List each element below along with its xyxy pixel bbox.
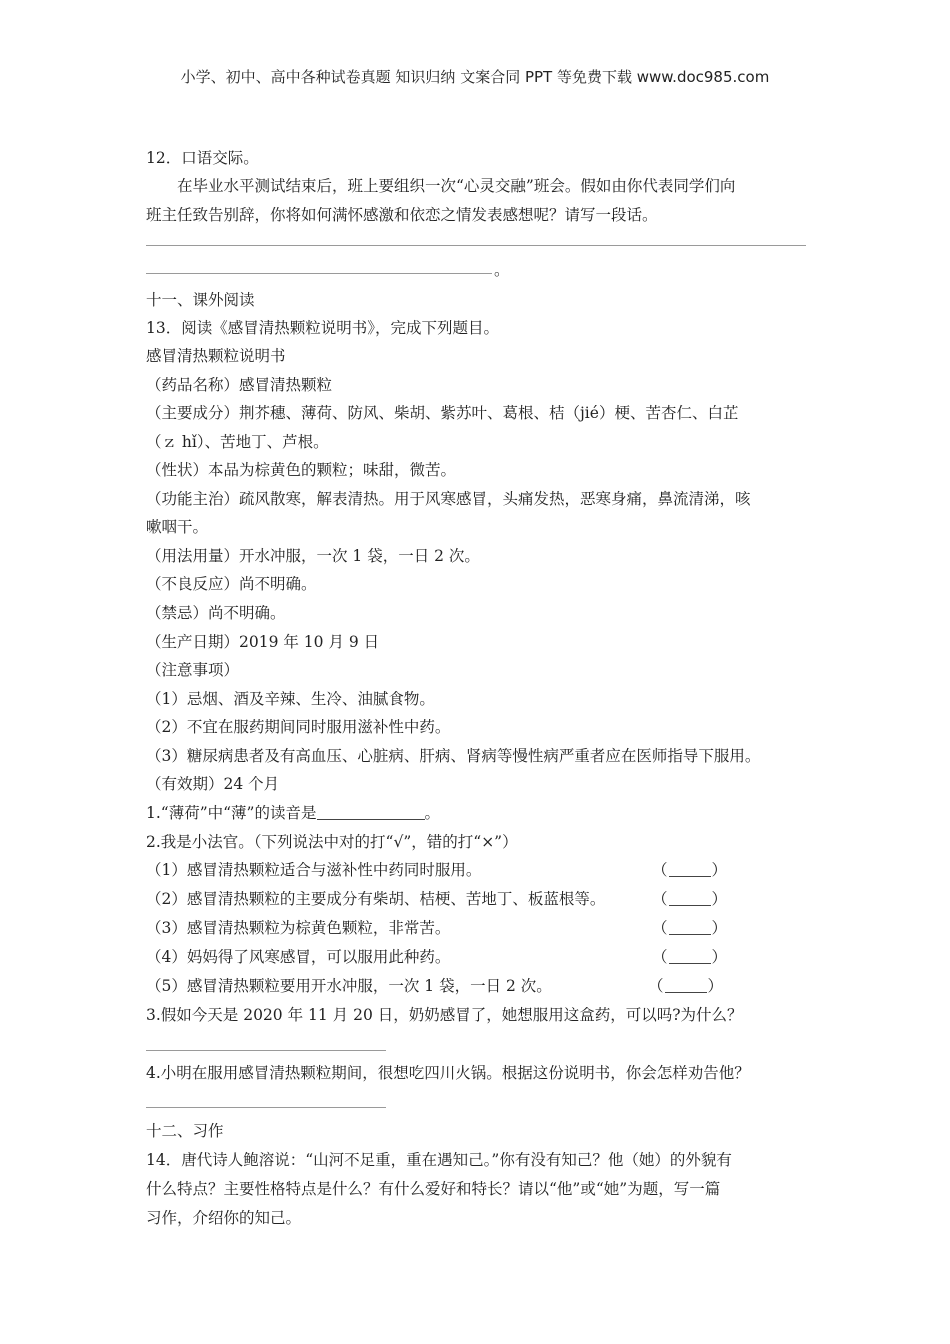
q13-sub4: 4.小明在服用感冒清热颗粒期间，很想吃四川火锅。根据这份说明书，你会怎样劝告他？ <box>146 1064 750 1082</box>
q12-title: 12．口语交际。 <box>146 149 259 167</box>
q13-sub2-title: 2.我是小法官。（下列说法中对的打“√”，错的打“×”） <box>146 833 518 851</box>
judge-answer-box[interactable]: （ ） <box>652 861 728 879</box>
leaflet-line: （生产日期）2019 年 10 月 9 日 <box>146 633 380 651</box>
q13-sub1-text: 1.“薄荷”中“薄”的读音是 <box>146 804 317 822</box>
leaflet-line: 嗽咽干。 <box>146 518 209 536</box>
q14-line: 14．唐代诗人鲍溶说：“山河不足重，重在遇知己。”你有没有知己？他（她）的外貌有 <box>146 1151 732 1169</box>
q13-sub3: 3.假如今天是 2020 年 11 月 20 日，奶奶感冒了，她想服用这盒药，可以吗?为什么？ <box>146 1006 743 1024</box>
judge-item: （3）感冒清热颗粒为棕黄色颗粒，非常苦。 <box>146 919 451 937</box>
section-11-title: 十一、课外阅读 <box>146 291 255 309</box>
page-header: 小学、初中、高中各种试卷真题 知识归纳 文案合同 PPT 等免费下载 www.doc985.com <box>180 68 770 86</box>
judge-answer-box[interactable]: （ ） <box>648 977 724 995</box>
judge-answer-blank[interactable] <box>669 862 711 877</box>
q12-paragraph-line-2: 班主任致告别辞，你将如何满怀感激和依恋之情发表感想呢？请写一段话。 <box>146 206 658 224</box>
judge-answer-box[interactable]: （ ） <box>652 948 728 966</box>
judge-item: （2）感冒清热颗粒的主要成分有柴胡、桔梗、苦地丁、板蓝根等。 <box>146 890 606 908</box>
q13-sub1 <box>146 803 440 823</box>
judge-item: （4）妈妈得了风寒感冒，可以服用此种药。 <box>146 948 451 966</box>
judge-answer-box[interactable]: （ ） <box>652 919 728 937</box>
judge-answer-blank[interactable] <box>669 891 711 906</box>
leaflet-line: （3）糖尿病患者及有高血压、心脏病、肝病、肾病等慢性病严重者应在医师指导下服用。 <box>146 747 761 765</box>
leaflet-line: （注意事项） <box>146 661 240 679</box>
q13-intro: 13．阅读《感冒清热颗粒说明书》，完成下列题目。 <box>146 319 499 337</box>
judge-item: （1）感冒清热颗粒适合与滋补性中药同时服用。 <box>146 861 482 879</box>
judge-item: （5）感冒清热颗粒要用开水冲服，一次 1 袋，一日 2 次。 <box>146 977 552 995</box>
answer-line[interactable] <box>146 1050 386 1051</box>
leaflet-line: （药品名称）感冒清热颗粒 <box>146 376 333 394</box>
leaflet-line: （功能主治）疏风散寒，解表清热。用于风寒感冒，头痛发热，恶寒身痛，鼻流清涕，咳 <box>146 490 751 508</box>
leaflet-line: （性状）本品为棕黄色的颗粒；味甜，微苦。 <box>146 461 457 479</box>
q12-end-mark: 。 <box>494 261 510 279</box>
q12-paragraph-line-1: 在毕业水平测试结束后，班上要组织一次“心灵交融”班会。假如由你代表同学们向 <box>177 177 736 195</box>
section-12-title: 十二、习作 <box>146 1122 224 1140</box>
leaflet-line: （2）不宜在服药期间同时服用滋补性中药。 <box>146 718 451 736</box>
q13-sub1-end: 。 <box>424 804 441 822</box>
leaflet-line: （有效期）24 个月 <box>146 775 280 793</box>
answer-line[interactable] <box>146 1107 386 1108</box>
judge-answer-blank[interactable] <box>669 949 711 964</box>
pronunciation-blank[interactable] <box>317 805 425 820</box>
judge-answer-blank[interactable] <box>669 920 711 935</box>
leaflet-line: （用法用量）开水冲服，一次 1 袋，一日 2 次。 <box>146 547 480 565</box>
q14-line: 习作，介绍你的知己。 <box>146 1209 302 1227</box>
leaflet-title: 感冒清热颗粒说明书 <box>146 347 286 365</box>
leaflet-line: （不良反应）尚不明确。 <box>146 575 317 593</box>
judge-answer-blank[interactable] <box>665 978 707 993</box>
leaflet-line: （ｚ hǐ）、苦地丁、芦根。 <box>146 433 329 451</box>
leaflet-line: （1）忌烟、酒及辛辣、生冷、油腻食物。 <box>146 690 435 708</box>
answer-line <box>146 245 806 246</box>
leaflet-line: （禁忌）尚不明确。 <box>146 604 286 622</box>
judge-answer-box[interactable]: （ ） <box>652 890 728 908</box>
q14-line: 什么特点？主要性格特点是什么？有什么爱好和特长？请以“他”或“她”为题，写一篇 <box>146 1180 721 1198</box>
answer-line <box>146 273 492 274</box>
leaflet-line: （主要成分）荆芥穗、薄荷、防风、柴胡、紫苏叶、葛根、桔（jié）梗、苦杏仁、白芷 <box>146 404 739 422</box>
